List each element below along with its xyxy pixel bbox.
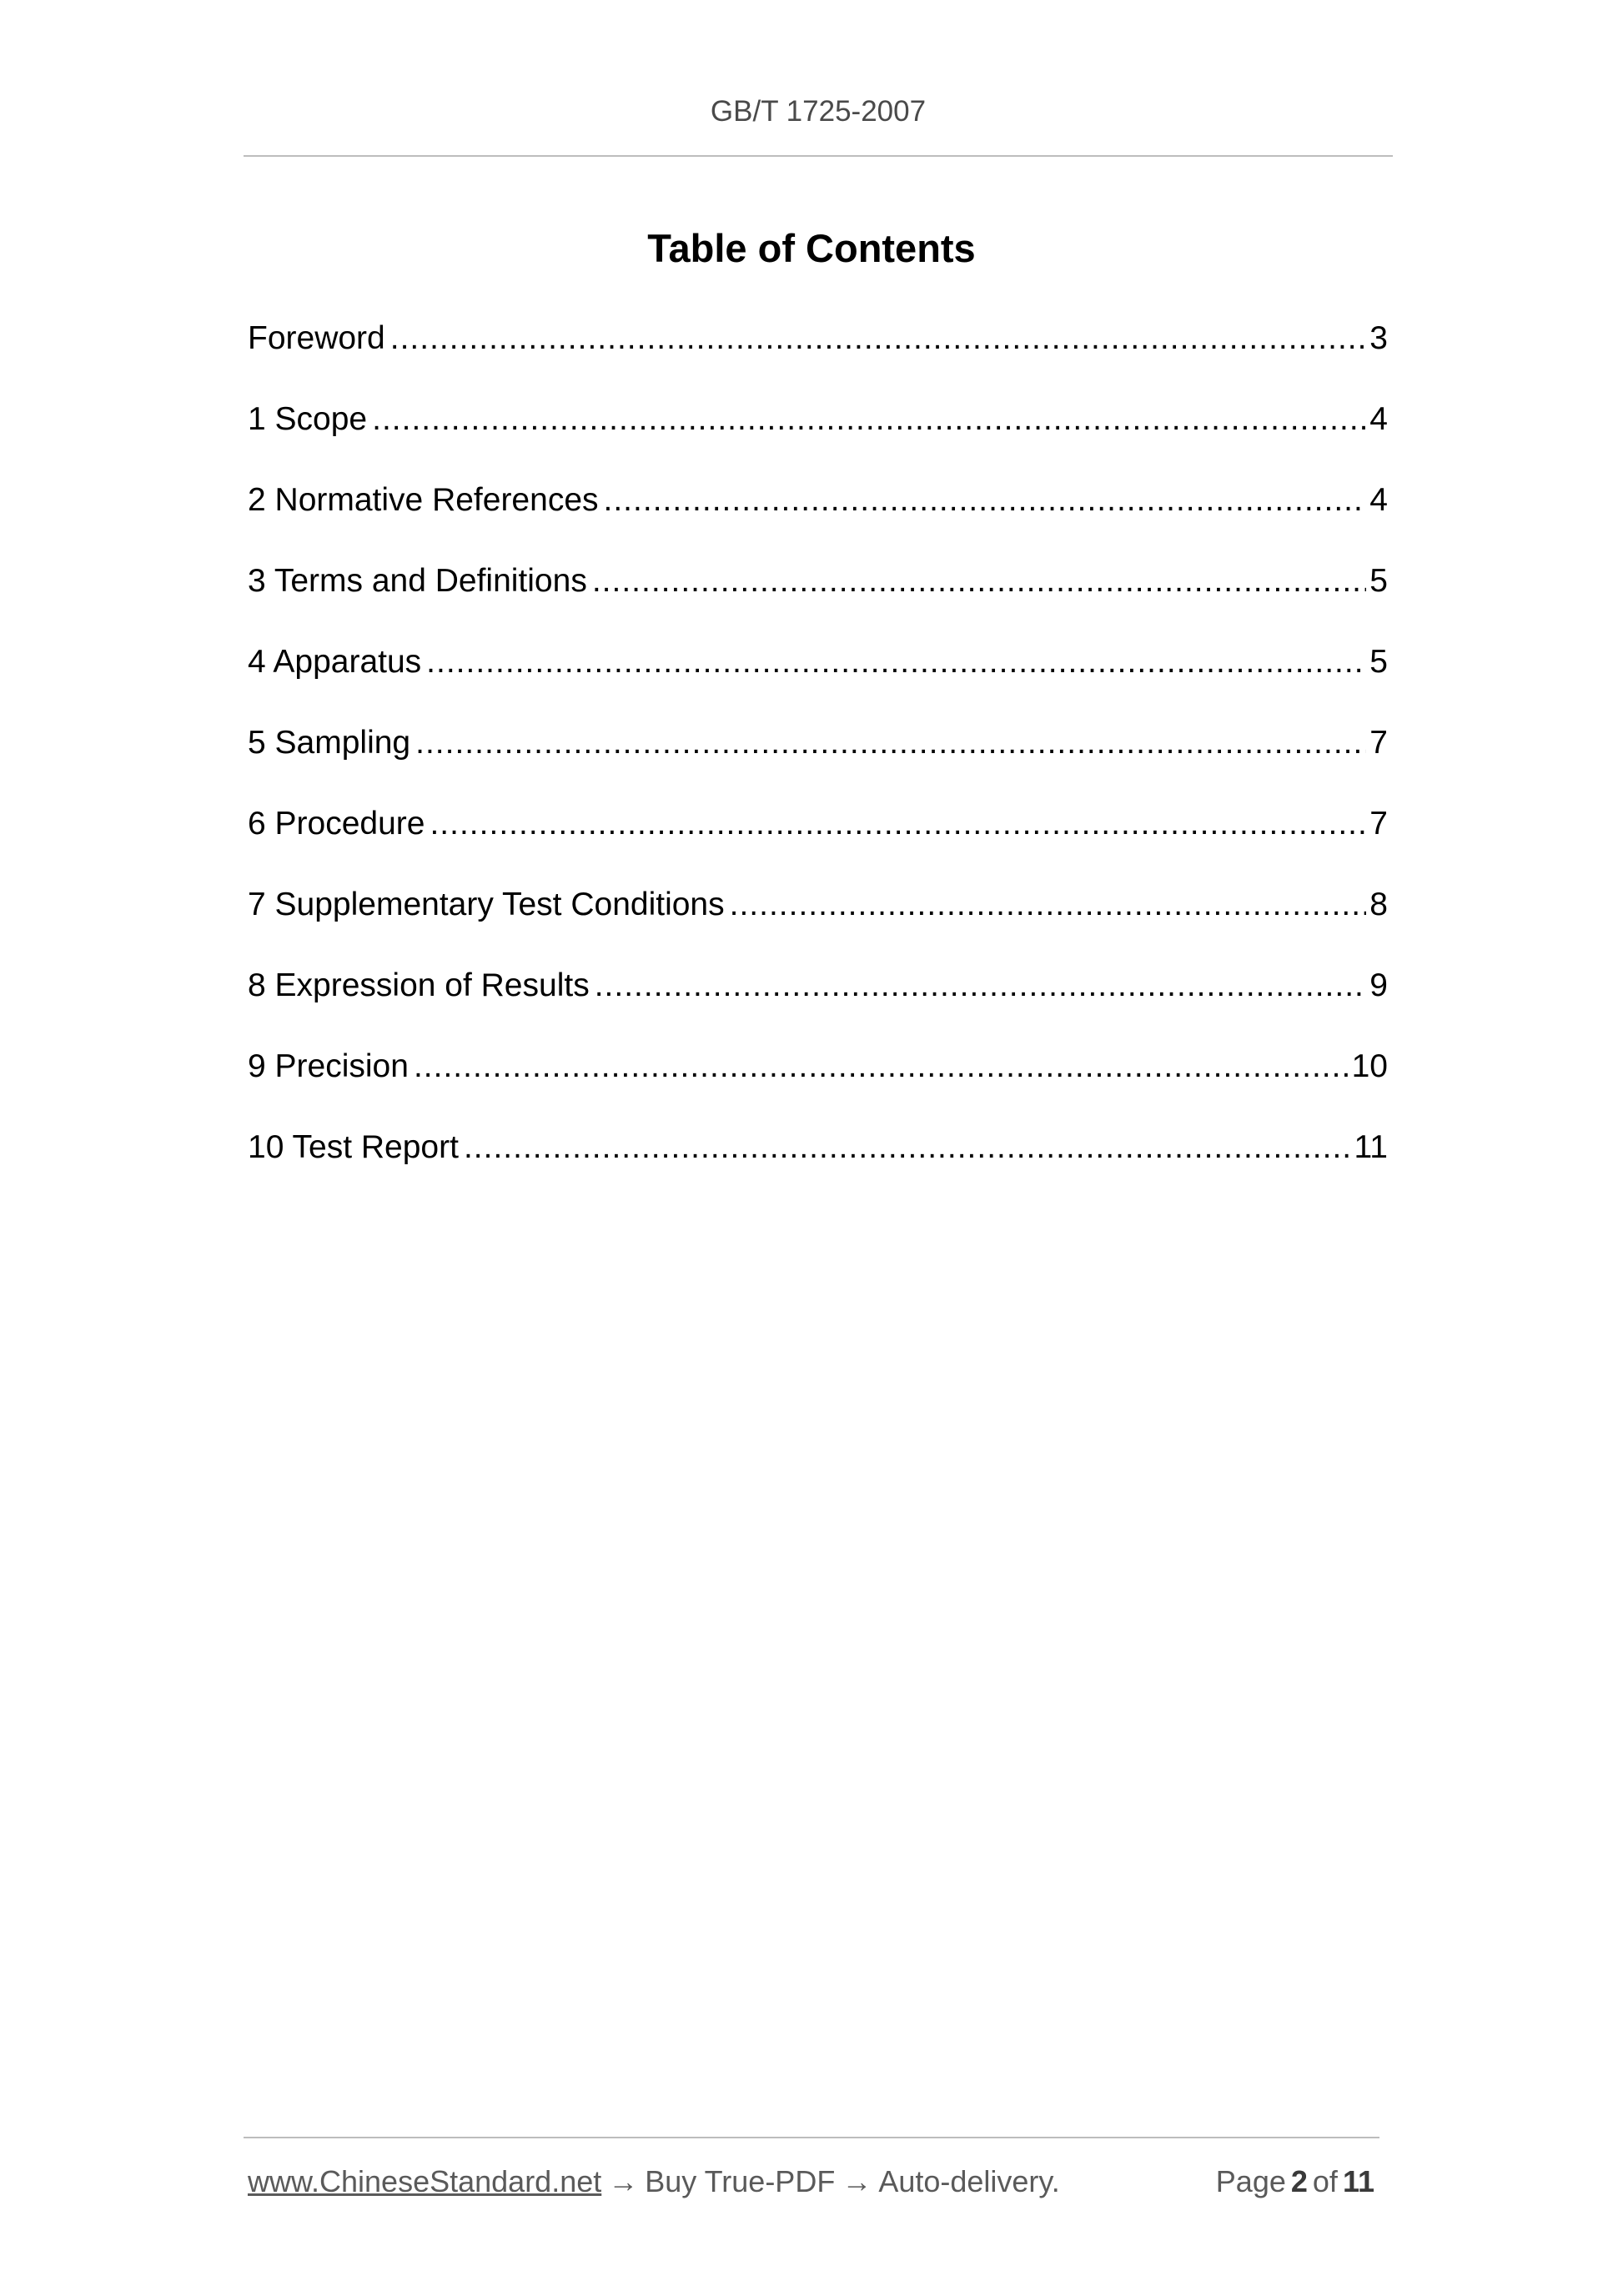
- delivery-text: Auto-delivery.: [878, 2164, 1060, 2198]
- toc-entry-label: 2 Normative References: [248, 482, 599, 518]
- document-id: GB/T 1725-2007: [710, 95, 927, 128]
- toc-entry-label: 8 Expression of Results: [248, 967, 590, 1003]
- footer-divider: [244, 2137, 1379, 2138]
- toc-entry-precision[interactable]: [248, 1043, 1388, 1124]
- toc-entry-page: 7: [1369, 725, 1388, 761]
- arrow-right-icon: →: [608, 2164, 639, 2198]
- page-footer: [248, 2162, 1379, 2203]
- toc-entry-label: 5 Sampling: [248, 725, 411, 761]
- toc-entry-page: 5: [1369, 644, 1388, 680]
- toc-entry-procedure[interactable]: [248, 801, 1388, 882]
- toc-entry-terms-definitions[interactable]: [248, 558, 1388, 639]
- toc-entry-page: 9: [1369, 967, 1388, 1003]
- toc-entry-page: 4: [1369, 401, 1388, 437]
- toc-entry-label: 3 Terms and Definitions: [248, 563, 587, 599]
- toc-entry-normative-references[interactable]: [248, 477, 1388, 558]
- toc-entry-label: 10 Test Report: [248, 1129, 459, 1165]
- toc-heading: Table of Contents: [647, 226, 976, 270]
- arrow-right-icon: →: [842, 2164, 872, 2198]
- dot-leader: [372, 396, 1366, 443]
- dot-leader: [430, 801, 1366, 847]
- dot-leader: [415, 720, 1366, 766]
- toc-entry-sampling[interactable]: [248, 720, 1388, 801]
- toc-entry-expression-of-results[interactable]: [248, 962, 1388, 1043]
- dot-leader: [426, 639, 1366, 686]
- toc-entry-apparatus[interactable]: [248, 639, 1388, 720]
- toc-entry-page: 4: [1369, 482, 1388, 518]
- toc-entry-label: 1 Scope: [248, 401, 368, 437]
- toc-entry-page: 3: [1369, 320, 1388, 356]
- toc-entry-label: 9 Precision: [248, 1048, 409, 1084]
- site-link[interactable]: www.ChineseStandard.net: [248, 2164, 602, 2198]
- page-indicator: [1211, 2162, 1374, 2202]
- toc-entry-label: 4 Apparatus: [248, 644, 422, 680]
- toc-entry-page: 11: [1354, 1129, 1388, 1165]
- toc-entry-foreword[interactable]: [248, 315, 1388, 396]
- dot-leader: [595, 962, 1367, 1009]
- toc-list: [248, 315, 1388, 1205]
- footer-promo: [248, 2162, 1060, 2202]
- dot-leader: [390, 315, 1367, 362]
- toc-entry-page: 10: [1351, 1048, 1388, 1084]
- buy-text: Buy True-PDF: [645, 2164, 836, 2198]
- total-pages-number: 11: [1342, 2164, 1374, 2198]
- toc-entry-test-report[interactable]: [248, 1124, 1388, 1205]
- page-header: [244, 0, 1393, 157]
- toc-entry-page: 5: [1369, 563, 1388, 599]
- dot-leader: [604, 477, 1367, 524]
- of-word: of: [1312, 2164, 1338, 2198]
- dot-leader: [592, 558, 1366, 605]
- toc-entry-label: 6 Procedure: [248, 806, 425, 842]
- dot-leader: [730, 882, 1367, 928]
- toc-entry-label: 7 Supplementary Test Conditions: [248, 887, 725, 922]
- toc-entry-scope[interactable]: [248, 396, 1388, 477]
- current-page-number: 2: [1290, 2164, 1308, 2198]
- page-word: Page: [1215, 2164, 1286, 2198]
- toc-entry-page: 7: [1369, 806, 1388, 842]
- toc-entry-page: 8: [1369, 887, 1388, 922]
- toc-entry-supplementary-conditions[interactable]: [248, 882, 1388, 962]
- toc-entry-label: Foreword: [248, 320, 385, 356]
- dot-leader: [414, 1043, 1349, 1090]
- dot-leader: [464, 1124, 1351, 1171]
